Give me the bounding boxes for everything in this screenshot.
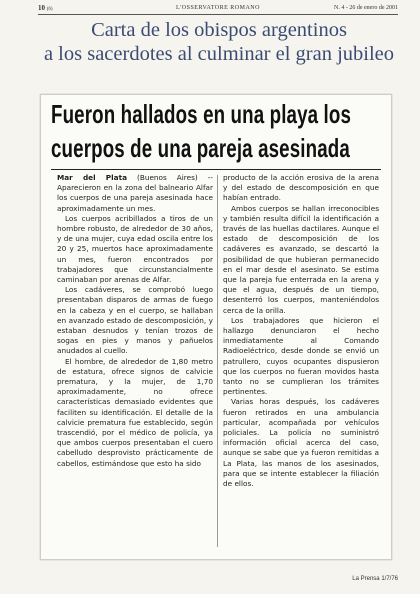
article-paragraph: Varias horas después, los cadáveres fueron retirados en una ambulancia particular, acompañada por vehículos policiales. La policía no suministró información oficial acerca del caso, aunque se sabe que ya fueron remitidas a La Plata, las manos de los asesinados, para que se intente establecer la filiación de ellos. [223, 397, 379, 489]
issue-date: N. 4 - 26 de enero de 2001 [334, 5, 398, 11]
page-number: 10 (6) [38, 4, 53, 12]
page-headline [40, 18, 398, 66]
clipping-title-line-1: Fueron hallados en una playa los [51, 99, 352, 129]
running-head [38, 4, 398, 14]
clipping-title [51, 97, 382, 165]
clipping-title-line-2: cuerpos de una pareja asesinada [51, 133, 350, 163]
article-paragraph: El hombre, de alrededor de 1,80 metro de estatura, ofrece signos de calvicie prematura, y la mujer, de 1,70 aproximadamente, no ofrece características demasiado evidentes que faciliten su identificación. El detalle de la calvicie prematura fue establecido, según trascendió, por el médico de policía, ya que ambos cuerpos presentaban el cuero cabelludo desprovisto prácticamente de cabellos, estimándose que esto ha sido [57, 356, 213, 468]
header-rule [38, 14, 398, 15]
column-divider [217, 175, 218, 547]
headline-line-2: a los sacerdotes al culminar el gran jubileo [43, 43, 395, 65]
article-column-right [223, 173, 379, 489]
article-paragraph: producto de la acción erosiva de la arena y del estado de descomposición en que habían entrado. [223, 173, 379, 203]
article-paragraph: Mar del Plata (Buenos Aires) -- Aparecieron en la zona del balneario Alfar los cuerpos de una pareja asesinada hace aproximadamente un mes. [57, 173, 213, 213]
article-paragraph: Ambos cuerpos se hallan irreconocibles y también resulta difícil la identificación a través de las huellas dactilares. Aunque el estado de descomposición de los cadáveres es avanzado, se descartó la posibilidad de que hubieran permanecido en el mar desde el asesinato. Se estima que la pareja fue enterrada en la arena y que el agua, después de un tiempo, desenterró los cuerpos, manteniéndolos cerca de la orilla. [223, 203, 379, 315]
source-credit: La Prensa 1/7/76 [352, 576, 398, 582]
article-paragraph: Los trabajadores que hicieron el hallazgo denunciaron el hecho inmediatamente al Comando Radioeléctrico, desde donde se envió un patrullero, cuyos ocupantes dispusieron que los cuerpos no fueran movidos hasta tanto no se cumplieran los trámites pertinentes. [223, 315, 379, 397]
dateline: Mar del Plata [57, 173, 127, 182]
newspaper-clipping [40, 94, 392, 560]
article-paragraph: Los cuerpos acribillados a tiros de un hombre robusto, de alrededor de 30 años, y de una mujer, cuya edad oscila entre los 20 y 25, muertos hace aproximadamente un mes, fueron encontrados por trabajadores que circunstancialmente caminaban por arenas de Alfar. [57, 213, 213, 285]
article-paragraph: Los cadáveres, se comprobó luego presentaban disparos de armas de fuego en la cabeza y en el cuerpo, se hallaban en avanzado estado de descomposición, y estaban desnudos y tenían trozos de sogas en pies y manos y pañuelos anudados al cuello. [57, 285, 213, 356]
publication-name: L'OSSERVATORE ROMANO [176, 5, 260, 11]
article-column-left [57, 173, 213, 469]
headline-line-1: Carta de los obispos argentinos [91, 19, 347, 41]
title-rule [51, 169, 381, 170]
